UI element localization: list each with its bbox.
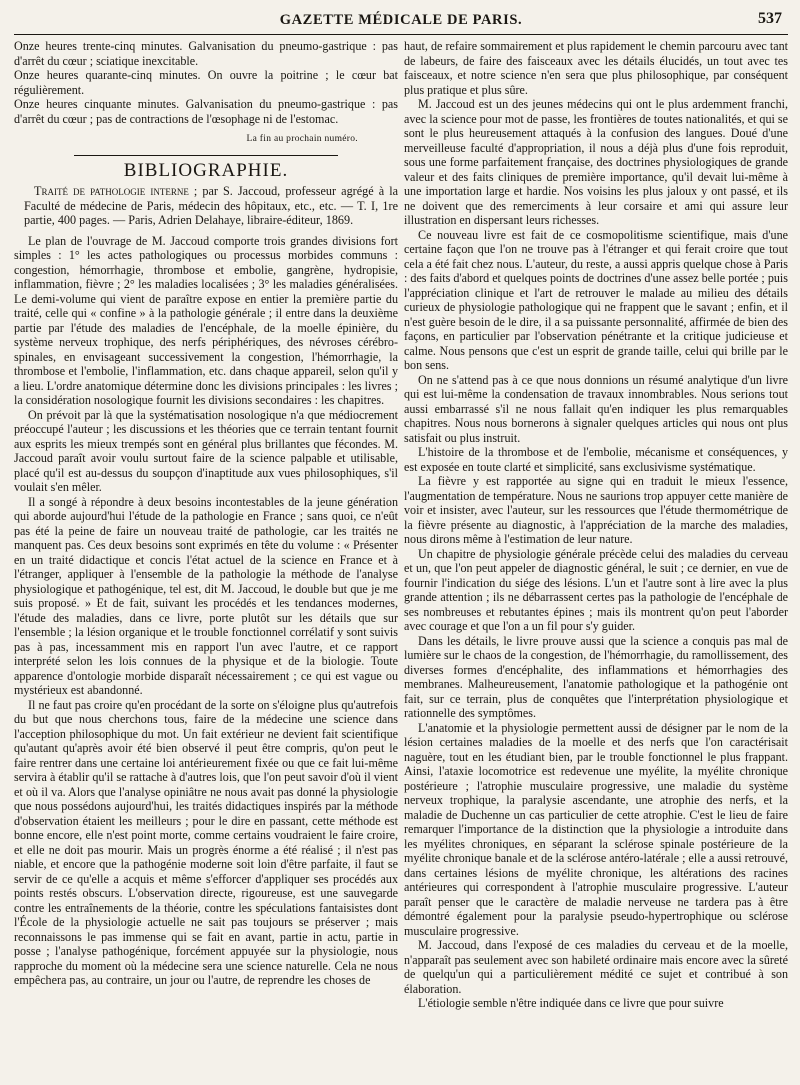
section-title: BIBLIOGRAPHIE. [123,159,289,181]
paragraph: On ne s'attend pas à ce que nous donnions un résumé analytique d'un livre qui est lui-même la condensation de travaux innombrables. Nous serions tout aussi embarrassé s'il ne nous fallait qu'en indiquer les plus remarquables chapitres. Nous nous bornerons à signaler quelques articles qui nous ont plus satisfait ou plus instruit. [404,372,788,445]
paragraph: Il ne faut pas croire qu'en procédant de la sorte on s'éloigne plus qu'autrefois du but que nous cherchons tous, faire de la médecine une science dans l'acception philosophique du mot. Un fait extérieur ne devient fait scientifique qu'autant qu'après avoir été bien observé il peut être compris, qu'on peut le faire rentrer dans une certaine loi antérieurement fixée ou que ce fait lui-même servira à établir qu'il se rattache à d'autres lois, que l'on peut savoir d'où il vient et où il va. Alors que l'analyse opiniâtre ne nous avait pas donné la physiologie que nous possédons aujourd'hui, les traités didactiques inspirés par la méthode d'observation étaient les meilleurs ; pour le dire en passant, cette méthode est bonne encore, elle n'est point morte, comme certains voudraient le faire croire, et elle ne doit pas mourir. Mais un progrès énorme a été réalisé ; il n'est pas niable, et encore que la pathogénie moderne soit loin d'être parfaite, il faut se servir de ce qu'elle a acquis et même s'efforcer d'appliquer ses procédés aux points restés obscurs. L'observation directe, rigoureuse, est une sauvegarde contre les entraînements de la théorie, contre les spéculations fantaisistes dont l'École de la physiologie actuelle ne sait pas toujours se préserver ; mais reconnaissons le pas immense qui se fait en avant, partie in actu, partie in posse ; l'analyse pathogénique, forcément appuyée sur la physiologie, nous rapproche du moment où la médecine sera une science naturelle. Cela ne nous empêchera pas, au contraire, un jour ou l'autre, de reprendre les choses de [14,697,398,987]
paragraph: Le plan de l'ouvrage de M. Jaccoud comporte trois grandes divisions fort simples : 1° les actes pathologiques ou processus morbides communs : congestion, hémorrhagie, thrombose et embolie, gangrène, hydropisie, inflammation, fièvre ; 2° les maladies localisées ; 3° les maladies généralisées. Le demi-volume qui vient de paraître expose en entier la première partie du traité, celle qui « confine » à la pathologie générale ; il entre dans la deuxième partie par l'étude des maladies de l'encéphale, de la moelle épinière, du système nerveux trophique, des nerfs périphériques, des névroses cérébro-spinales, en envisageant successivement la congestion, l'hémorrhagie, la thrombose et l'embolie, l'inflammation, etc. dans chaque appareil, selon qu'il y a lieu. L'ordre anatomique détermine donc les divisions principales : les livres ; la considération nosologique fournit les divisions secondaires : les chapitres. [14,233,398,407]
log-line: Onze heures cinquante minutes. Galvanisation du pneumo-gastrique : pas d'arrêt du cœur ; pas de contractions de l'œsophage ni de l'estomac. [14,97,398,126]
section-divider [74,155,338,156]
paragraph: M. Jaccoud, dans l'exposé de ces maladies du cerveau et de la moelle, n'apparaît pas seulement avec son habileté ordinaire mais encore avec la sûreté de quelqu'un qui a particulièrement médité ce sujet et contribué à son élaboration. [404,938,788,996]
paragraph: L'étiologie semble n'être indiquée dans ce livre que pour suivre [418,996,724,1010]
log-line: Onze heures quarante-cinq minutes. On ouvre la poitrine ; le cœur bat régulièrement. [14,68,398,97]
right-column [404,39,788,1084]
paragraph: M. Jaccoud est un des jeunes médecins qui ont le plus ardemment franchi, avec la science pour mot de passe, les frontières de toutes nationalités, et qui se sont le plus heureusement attaqués à la confusion des langues. Doué d'une merveilleuse faculté d'appropriation, il nous a déjà plus d'une fois reproduit, sous une forme parfaitement française, des doctrines physiologiques de grande valeur et des faits cliniques de première importance, qu'il devait lui-même à une importation large et hardie. Nos voisins les plus jaloux y ont passé, et ils ne doivent que des remerciments à leur corsaire et ami qui assure leur illustration en dispersant leurs richesses. [404,97,788,227]
book-reference [14,184,398,228]
book-details: ; par S. Jaccoud, professeur agrégé à la Faculté de médecine de Paris, médecin des hôpitaux, etc., etc. — T. I, 1re partie, 400 pages. — Paris, Adrien Delahaye, libraire-éditeur, 1869. [24,184,398,227]
page-header [14,6,788,35]
log-line: Onze heures trente-cinq minutes. Galvanisation du pneumo-gastrique : pas d'arrêt du cœur ; sciatique inexcitable. [14,39,398,68]
paragraph: On prévoit par là que la systématisation nosologique n'a que médiocrement préoccupé l'auteur ; les discussions et les théories que ce terrain tentant fournit aux esprits les mieux trempés sont en général plus brillantes que fécondes. M. Jaccoud paraît avoir voulu surtout faire de la science palpable et utilisable, placé qu'il est au-dessus du soupçon d'inaptitude aux vues philosophiques, s'il voulait s'en mêler. [14,407,398,494]
paragraph: La fièvre y est rapportée au signe qui en traduit le mieux l'essence, l'augmentation de température. Nous ne saurions trop appuyer cette manière de voir et insister, avec l'auteur, sur les ressources que l'étude thermométrique de la fièvre présente au diagnostic, à l'appréciation de la marche des maladies, nous dirons même à l'estimation de leur nature. [404,474,788,546]
journal-title: GAZETTE MÉDICALE DE PARIS. [279,11,523,28]
paragraph: L'anatomie et la physiologie permettent aussi de désigner par le nom de la lésion certaines maladies de la moelle et des nerfs que l'on caractérisait naguère, tout en les étudiant bien, par le trouble fonctionnel le plus frappant. Ainsi, l'ataxie locomotrice est redevenue une myélite, la myélite chronique postérieure ; l'atrophie musculaire progressive, une maladie du système nerveux trophique, la paralysie ascendante, une atrophie des nerfs, et la maladie de Duchenne un cas particulier de cette atrophie. C'est le lieu de faire remarquer l'importance de la distinction que la physiologie a introduite dans les myélites chroniques, en séparant la sclérose spinale postérieure de la myélite chronique banale et de la sclérose antéro-latérale ; elle a aussi retrouvé, dans certaines lésions de myélite chronique, les altérations des racines antérieures qui correspondent à l'atrophie musculaire progressive. L'auteur paraît penser que le caractère de maladie nerveuse ne tardera pas à être démontré également pour la paralysie pseudo-hypertrophique ou sclérose musculaire progressive. [404,720,788,938]
left-column [14,39,398,1084]
paragraph: L'histoire de la thrombose et de l'embolie, mécanisme et conséquences, y est exposée en toute clarté et simplicité, sans exclusivisme systématique. [404,445,788,474]
book-title: Traité de pathologie interne [34,184,189,198]
paragraph: Il a songé à répondre à deux besoins incontestables de la jeune génération qui aborde aujourd'hui l'étude de la pathologie en France ; sans quoi, ce n'eût pas été la peine de faire un nouveau traité de pathologie, car les traités ne manquent pas. Ces deux besoins sont exprimés en tête du volume : « Présenter en un traité didactique et concis l'état actuel de la science en France et à l'étranger, appliquer à l'ensemble de la pathologie la méthode de l'analyse physiologique et pathogénique, tel est, dit M. Jaccoud, le double but que je me suis proposé. » Et de fait, suivant les procédés et les tendances modernes, l'étude des maladies, dans ce livre, porte plutôt sur les détails que sur l'ensemble ; la lésion organique et le trouble fonctionnel corrélatif y sont suivis pas à pas, incessamment mis en rapport l'un avec l'autre, et ce rapport interprété selon les lois connues de la physique et de la biologie. Toute apparence d'ontologie morbide disparaît nécessairement ; ce qui est vague ou mystérieux est abandonné. [14,494,398,697]
paragraph: haut, de refaire sommairement et plus rapidement le chemin parcouru avec tant de labeurs, de faire des faisceaux avec les détails élucidés, un tout avec tes faisceaux, et notre science n'en sera que plus philosophique, par conséquent plus pratique et plus sûre. [404,39,788,97]
page-number: 537 [758,10,782,27]
two-column-body [14,39,788,1084]
paragraph: Un chapitre de physiologie générale précède celui des maladies du cerveau et un, que l'on peut appeler de diagnostic général, le suit ; ce dernier, en vue de fournir l'indication du siége des lésions. L'un et l'autre sont à lire avec la plus grande attention ; ils ne débarrassent certes pas la pathologie de l'encéphale de ses nombreuses et rebutantes épines ; mais ils montrent qu'on peut l'aborder avec courage et que l'on a un fil pour s'y guider. [404,546,788,633]
paragraph: Ce nouveau livre est fait de ce cosmopolitisme scientifique, mais d'une certaine façon que l'on ne trouve pas à l'étranger et qui ferait croire que tout cela a été fait chez nous. L'auteur, du reste, a aussi appris quelque chose à Paris : des faits d'abord et quelques points de doctrines d'une assez belle portée ; puis l'appréciation clinique et l'art de retrouver le malade au milieu des détails curieux de physiologie pathologique qui ne frappent que le savant ; enfin, et il n'est guère besoin de le dire, il a sa puissante personnalité, affirmée de bien des façons, en particulier par l'observation pénétrante et la critique judicieuse et calme. Nous pensons que c'est un esprit de grande taille, celui qui brille par le bon sens. [404,227,788,372]
paragraph: Dans les détails, le livre prouve aussi que la science a conquis pas mal de lumière sur le chaos de la congestion, de l'hémorrhagie, du ramollissement, des diverses formes d'encéphalite, des inflammations et hémorrhagies des membranes. Malheureusement, l'anatomie pathologique et la pathogénie ont fait, sur ce terrain, plus de conquêtes que l'interprétation physiologique et rationnelle des symptômes. [404,633,788,720]
continuation-note: La fin au prochain numéro. [246,134,358,144]
